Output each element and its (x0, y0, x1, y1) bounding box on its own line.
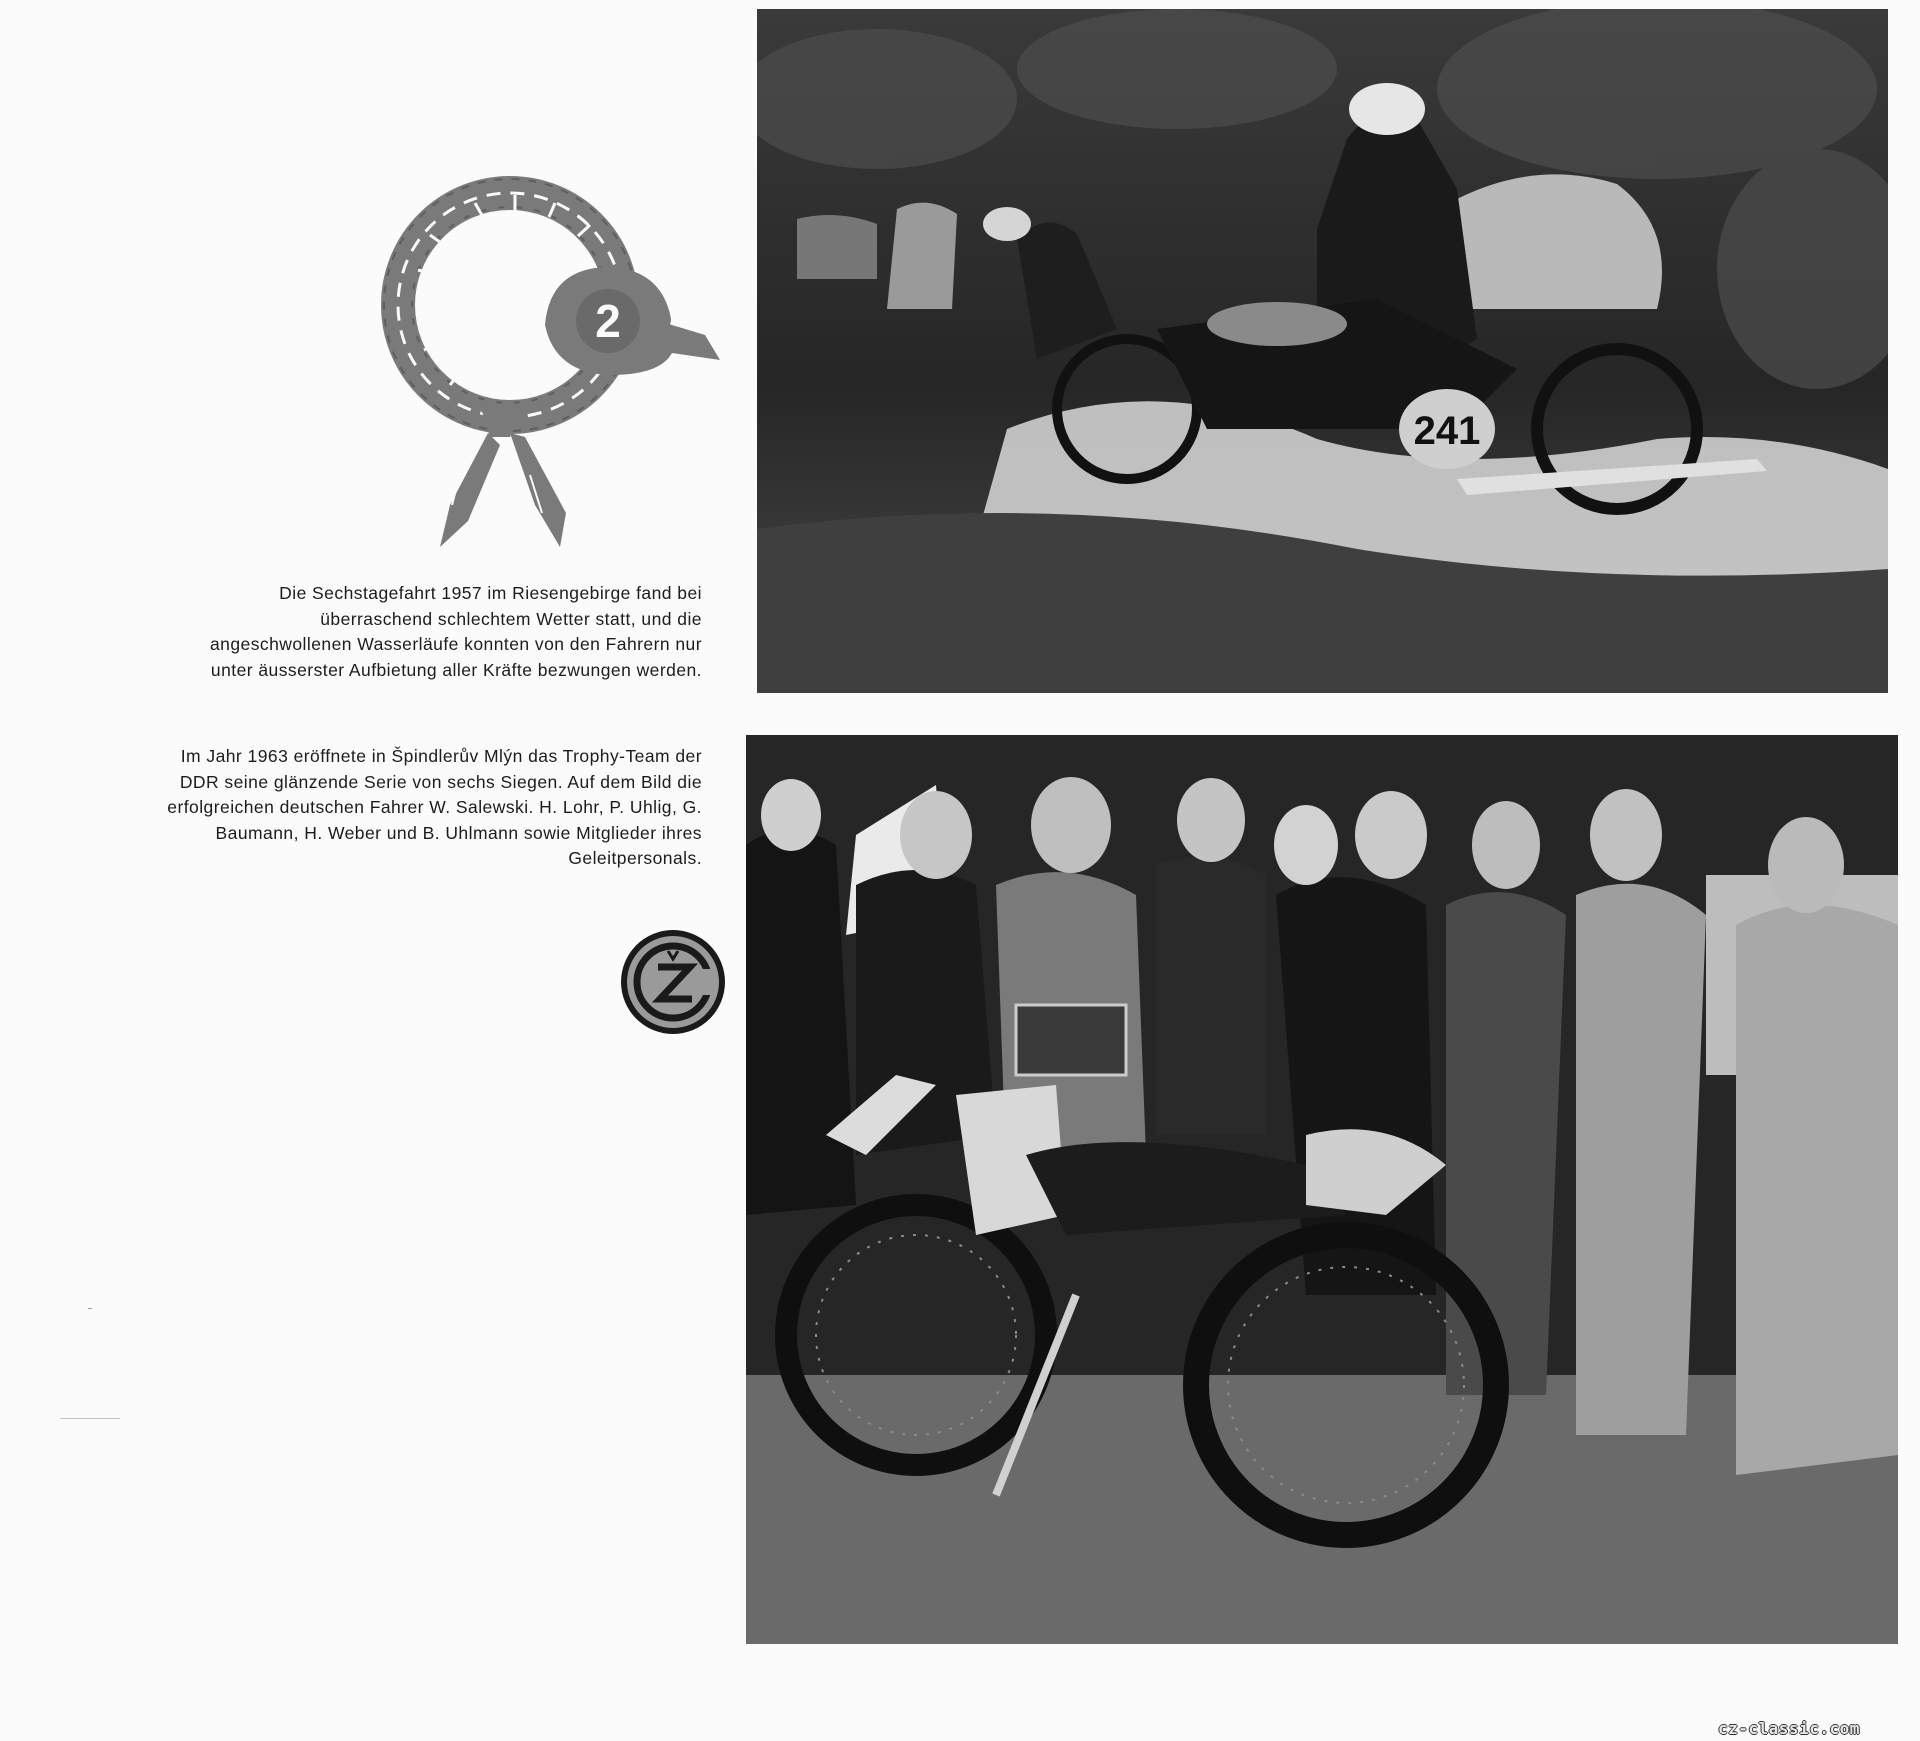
scan-speck (88, 1308, 92, 1309)
caption-1957-riesengebirge: Die Sechstagefahrt 1957 im Riesengebirge fand bei überraschend schlechtem Wetter statt, und die angeschwollenen Wasserläufe konnten von den Fahrern nur unter äusserster Aufbietung aller Kräfte bezwungen werden. (209, 583, 702, 680)
trophy-wreath-emblem (360, 175, 740, 575)
cz-logo-icon (620, 929, 726, 1035)
scan-speck (60, 1418, 120, 1419)
plate-number: 241 (1413, 409, 1481, 453)
site-watermark: cz-classic.com (1718, 1719, 1860, 1738)
caption-1963-trophy-team: Im Jahr 1963 eröffnete in Špindlerův Mlýn das Trophy-Team der DDR seine glänzende Serie von sechs Siegen. Auf dem Bild die erfolgreichen deutschen Fahrer W. Salewski. H. Lohr, P. Uhlig, G. Baumann, H. Weber und B. Uhlmann sowie Mitglieder ihres Geleitpersonals. (167, 746, 702, 868)
photo-motorcycle-river-crossing (757, 9, 1888, 693)
photo-ddr-trophy-team (746, 735, 1898, 1644)
helmet-number: 2 (595, 295, 621, 347)
